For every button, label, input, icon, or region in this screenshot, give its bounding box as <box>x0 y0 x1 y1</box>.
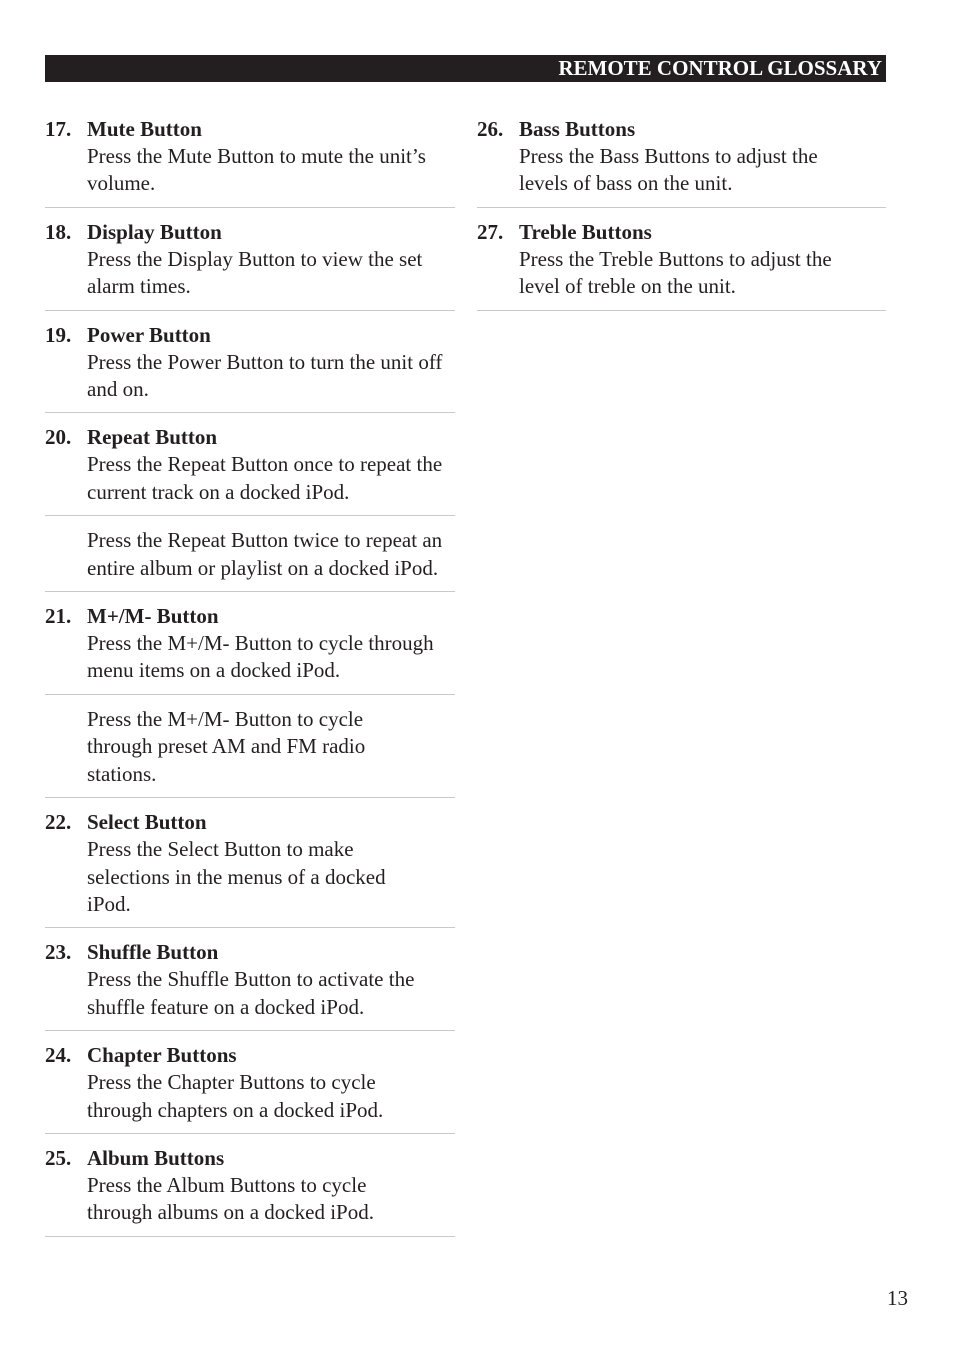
entry-number: 25. <box>45 1145 72 1170</box>
entry-number: 17. <box>45 117 72 141</box>
glossary-entry-power <box>45 311 455 414</box>
entry-description: Press the Select Button to make selections in the menus of a docked iPod. <box>87 837 386 916</box>
entry-number: 23. <box>45 940 72 965</box>
glossary-entry-repeat-continued <box>45 516 455 592</box>
entry-number: 18. <box>45 219 72 244</box>
glossary-entry-display <box>45 208 455 311</box>
entry-description: Press the Treble Buttons to adjust the level of treble on the unit. <box>519 246 832 299</box>
entry-title: Display Button <box>87 219 222 244</box>
entry-title: Repeat Button <box>87 425 218 450</box>
entry-number: 21. <box>45 604 72 629</box>
glossary-entry-mute <box>45 114 455 208</box>
entry-number: 19. <box>45 322 72 347</box>
entry-description: Press the Chapter Buttons to cycle through chapters on a docked iPod. <box>87 1070 384 1122</box>
glossary-entry-repeat <box>45 413 455 516</box>
entry-title: Mute Button <box>87 117 202 141</box>
entry-number: 22. <box>45 810 72 835</box>
glossary-entry-album <box>45 1134 455 1237</box>
glossary-entry-chapter <box>45 1031 455 1134</box>
entry-description: Press the Power Button to turn the unit off and on. <box>87 349 443 402</box>
entry-description: Press the Mute Button to mute the unit’s volume. <box>87 144 426 196</box>
entry-title: Power Button <box>87 322 211 347</box>
entry-description: Press the Shuffle Button to activate the shuffle feature on a docked iPod. <box>87 967 415 1019</box>
entry-title: Shuffle Button <box>87 940 219 965</box>
page-number: 13 <box>887 1286 908 1310</box>
entry-description: Press the M+/M- Button to cycle through menu items on a docked iPod. <box>87 631 434 683</box>
entry-description: Press the Album Buttons to cycle through albums on a docked iPod. <box>87 1172 374 1225</box>
page-title: REMOTE CONTROL GLOSSARY <box>558 56 882 80</box>
entry-description: Press the Display Button to view the set alarm times. <box>87 246 423 299</box>
entry-title: Treble Buttons <box>519 219 652 244</box>
glossary-entry-shuffle <box>45 928 455 1031</box>
entry-number: 24. <box>45 1043 72 1068</box>
entry-number: 27. <box>477 219 504 244</box>
entry-title: M+/M- Button <box>87 604 219 629</box>
entry-description: Press the Bass Buttons to adjust the levels of bass on the unit. <box>519 144 818 196</box>
glossary-entry-treble <box>477 208 886 311</box>
entry-title: Album Buttons <box>87 1145 225 1170</box>
header-bar <box>45 55 886 82</box>
glossary-entry-select <box>45 798 455 928</box>
entry-description: Press the Repeat Button once to repeat the current track on a docked iPod. <box>87 452 443 504</box>
glossary-left-column <box>45 114 455 1237</box>
glossary-entry-m-plus-minus <box>45 592 455 695</box>
entry-title: Chapter Buttons <box>87 1043 237 1068</box>
glossary-entry-m-plus-minus-continued <box>45 695 455 798</box>
entry-number: 26. <box>477 117 504 141</box>
glossary-right-column <box>477 114 886 311</box>
glossary-entry-bass <box>477 114 886 208</box>
entry-description: Press the M+/M- Button to cycle through preset AM and FM radio stations. <box>87 706 366 786</box>
entry-number: 20. <box>45 425 72 450</box>
entry-description: Press the Repeat Button twice to repeat an entire album or playlist on a docked iPod. <box>87 528 443 580</box>
entry-title: Bass Buttons <box>519 117 636 141</box>
entry-title: Select Button <box>87 810 207 835</box>
